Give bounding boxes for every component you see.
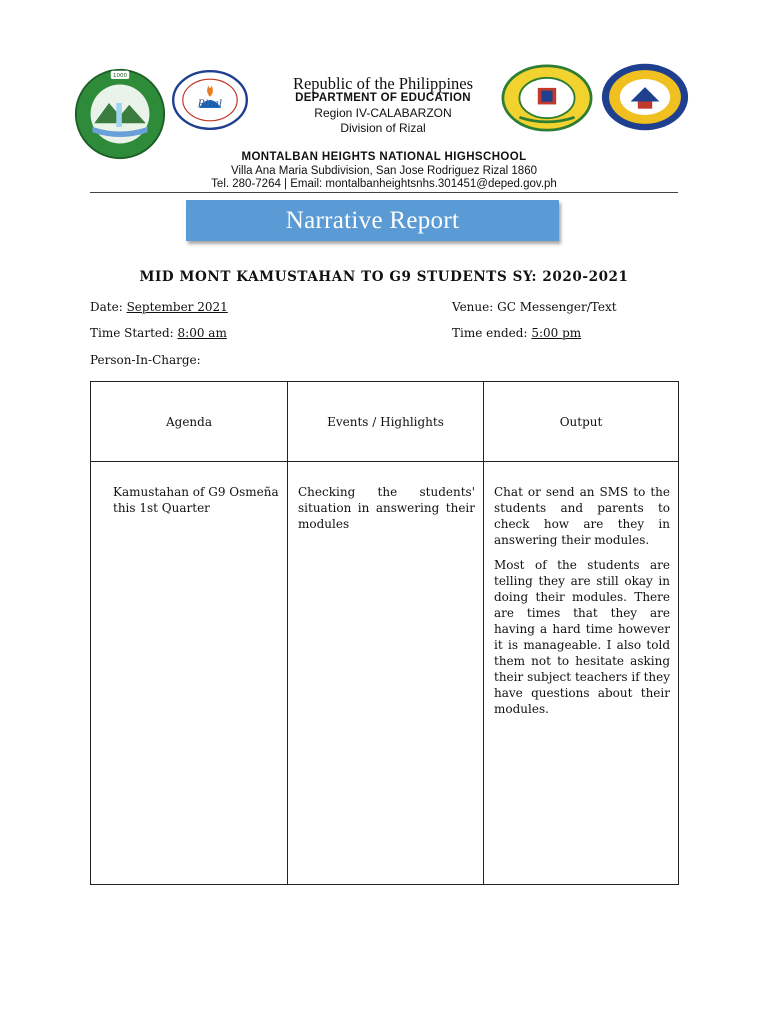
header-divider — [90, 192, 678, 193]
output-cell — [484, 462, 679, 885]
agenda-cell: Kamustahan of G9 Osmeña this 1st Quarter — [91, 462, 288, 885]
department-heading: DEPARTMENT OF EDUCATION — [295, 92, 471, 104]
region-text: Region IV-CALABARZON — [314, 106, 452, 120]
person-in-charge-label: Person-In-Charge: — [90, 353, 201, 367]
venue-value: GC Messenger/Text — [497, 300, 617, 314]
table-header-row — [91, 382, 679, 462]
document-title: MID MONT KAMUSTAHAN TO G9 STUDENTS SY: 2020-2021 — [139, 269, 629, 285]
svg-text:1000: 1000 — [112, 73, 128, 80]
date-label: Date: — [90, 300, 123, 314]
school-name: MONTALBAN HEIGHTS NATIONAL HIGHSCHOOL — [241, 151, 527, 163]
banner-title: Narrative Report — [285, 206, 460, 234]
agenda-header: Agenda — [91, 382, 288, 462]
school-contact: Tel. 280-7264 | Email: montalbanheightsnhs.301451@deped.gov.ph — [211, 178, 557, 190]
report-table — [90, 381, 679, 885]
output-paragraph: Chat or send an SMS to the students and parents to check how are they in answering their modules. — [494, 485, 670, 547]
rizal-script-text: Rizal — [197, 98, 223, 110]
time-ended-value: 5:00 pm — [531, 326, 582, 340]
output-header: Output — [484, 382, 679, 462]
republic-heading: Republic of the Philippines — [292, 74, 474, 93]
time-started-value: 8:00 am — [177, 326, 227, 340]
school-address: Villa Ana Maria Subdivision, San Jose Rodriguez Rizal 1860 — [231, 165, 537, 177]
venue-label: Venue: — [452, 300, 494, 314]
output-paragraph: Most of the students are telling they are still okay in doing their modules. There are times that they are having a hard time however it is manageable. I also told them not to hesitate asking their subject teachers if they have questions about their modules. — [494, 558, 670, 716]
deped-rizal-logo — [168, 68, 252, 132]
person-in-charge-field — [90, 353, 201, 367]
division-text: Division of Rizal — [340, 121, 426, 135]
date-value: September 2021 — [126, 300, 228, 314]
time-ended-label: Time ended: — [452, 326, 528, 340]
date-field — [90, 300, 228, 314]
mhnhs-seal-logo — [600, 62, 690, 132]
time-started-label: Time Started: — [90, 326, 174, 340]
venue-field — [452, 300, 617, 314]
table-row — [91, 462, 679, 885]
time-ended-field — [452, 326, 581, 340]
time-started-field — [90, 326, 227, 340]
rodriguez-seal-logo — [74, 68, 166, 160]
district-seal-logo — [500, 64, 594, 132]
report-banner — [186, 200, 559, 241]
events-cell: Checking the students' situation in answering their modules — [288, 462, 484, 885]
events-header: Events / Highlights — [288, 382, 484, 462]
